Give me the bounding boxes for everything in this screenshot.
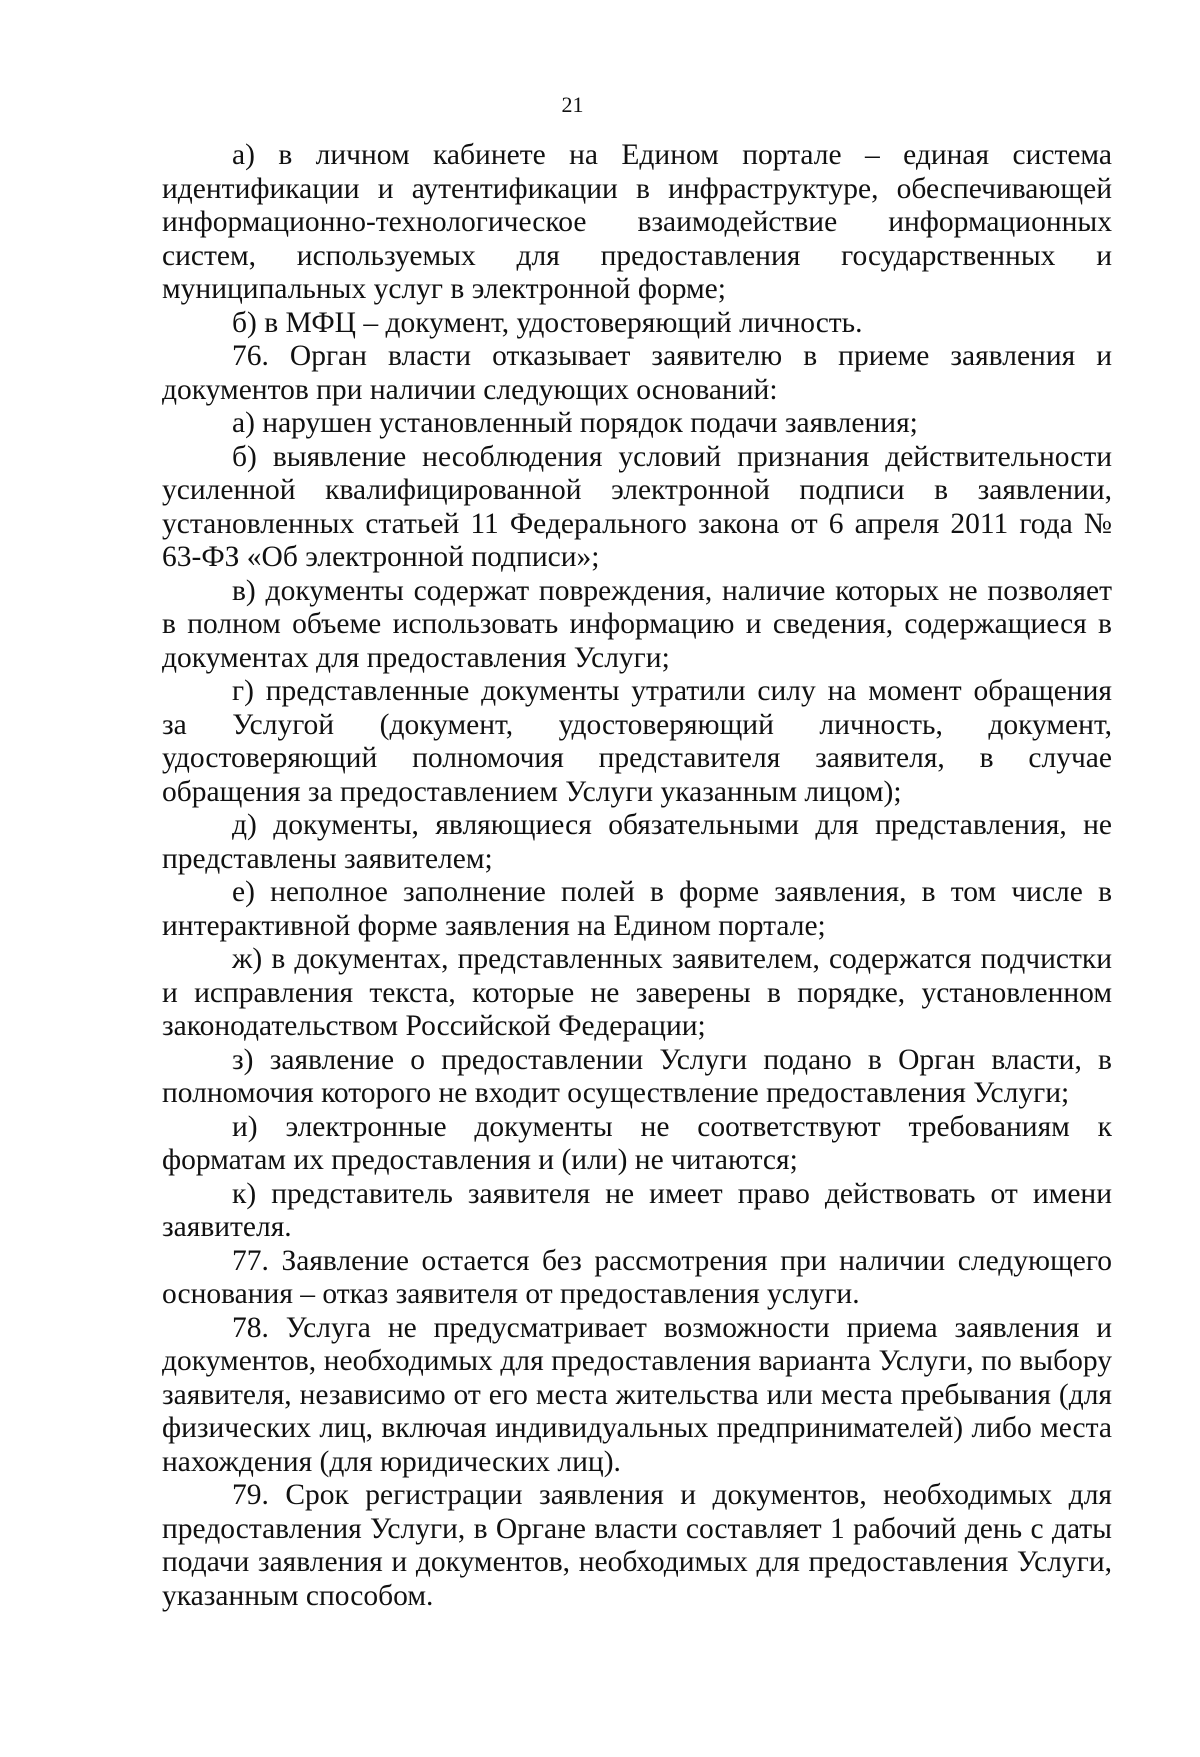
paragraph-76-item-a: а) нарушен установленный порядок подачи заявления; bbox=[232, 407, 918, 439]
paragraph-item-a-personal-cabinet: а) в личном кабинете на Едином портале – единая система идентификации и аутентификации в инфраструктуре, обеспечивающей информационно-технологическое взаимодействие информационных систем, используемых для предоставления государственных и муниципальных услуг в электронной форме; bbox=[162, 139, 1112, 305]
paragraph-item-b-mfc: б) в МФЦ – документ, удостоверяющий личность. bbox=[232, 306, 863, 339]
page-number: 21 bbox=[561, 92, 584, 117]
paragraph-76-item-d: д) документы, являющиеся обязательными для представления, не представлены заявителем; bbox=[162, 809, 1112, 875]
paragraph-76-item-z: з) заявление о предоставлении Услуги подано в Орган власти, в полномочия которого не входит осуществление предоставления Услуги; bbox=[162, 1043, 1112, 1109]
paragraph-78: 78. Услуга не предусматривает возможности приема заявления и документов, необходимых для предоставления варианта Услуги, по выбору заявителя, независимо от его места жительства или места пребывания (для физических лиц, включая индивидуальных предпринимателей) либо места нахождения (для юридических лиц). bbox=[162, 1311, 1112, 1478]
paragraph-76-item-i: и) электронные документы не соответствуют требованиям к форматам их предоставления и (или) не читаются; bbox=[162, 1110, 1112, 1176]
paragraph-76-item-v: в) документы содержат повреждения, наличие которых не позволяет в полном объеме использовать информацию и сведения, содержащиеся в документах для предоставления Услуги; bbox=[162, 574, 1112, 674]
paragraph-76-item-g: г) представленные документы утратили силу на момент обращения за Услугой (документ, удостоверяющий личность, документ, удостоверяющий полномочия представителя заявителя, в случае обращения за предоставлением Услуги указанным лицом); bbox=[162, 675, 1112, 808]
paragraph-76-item-k: к) представитель заявителя не имеет право действовать от имени заявителя. bbox=[162, 1177, 1112, 1243]
paragraph-76-item-zh: ж) в документах, представленных заявителем, содержатся подчистки и исправления текста, которые не заверены в порядке, установленном законодательством Российской Федерации; bbox=[162, 943, 1112, 1042]
document-body bbox=[162, 139, 1112, 1613]
paragraph-79: 79. Срок регистрации заявления и документов, необходимых для предоставления Услуги, в Органе власти составляет 1 рабочий день с даты подачи заявления и документов, необходимых для предоставления Услуги, указанным способом. bbox=[162, 1479, 1112, 1612]
paragraph-76: 76. Орган власти отказывает заявителю в приеме заявления и документов при наличии следующих оснований: bbox=[162, 340, 1112, 406]
paragraph-76-item-b: б) выявление несоблюдения условий признания действительности усиленной квалифицированной электронной подписи в заявлении, установленных статьей 11 Федерального закона от 6 апреля 2011 года № 63-ФЗ «Об электронной подписи»; bbox=[162, 440, 1112, 573]
paragraph-76-item-e: е) неполное заполнение полей в форме заявления, в том числе в интерактивной форме заявления на Едином портале; bbox=[162, 876, 1112, 942]
paragraph-77: 77. Заявление остается без рассмотрения при наличии следующего основания – отказ заявителя от предоставления услуги. bbox=[162, 1244, 1112, 1310]
